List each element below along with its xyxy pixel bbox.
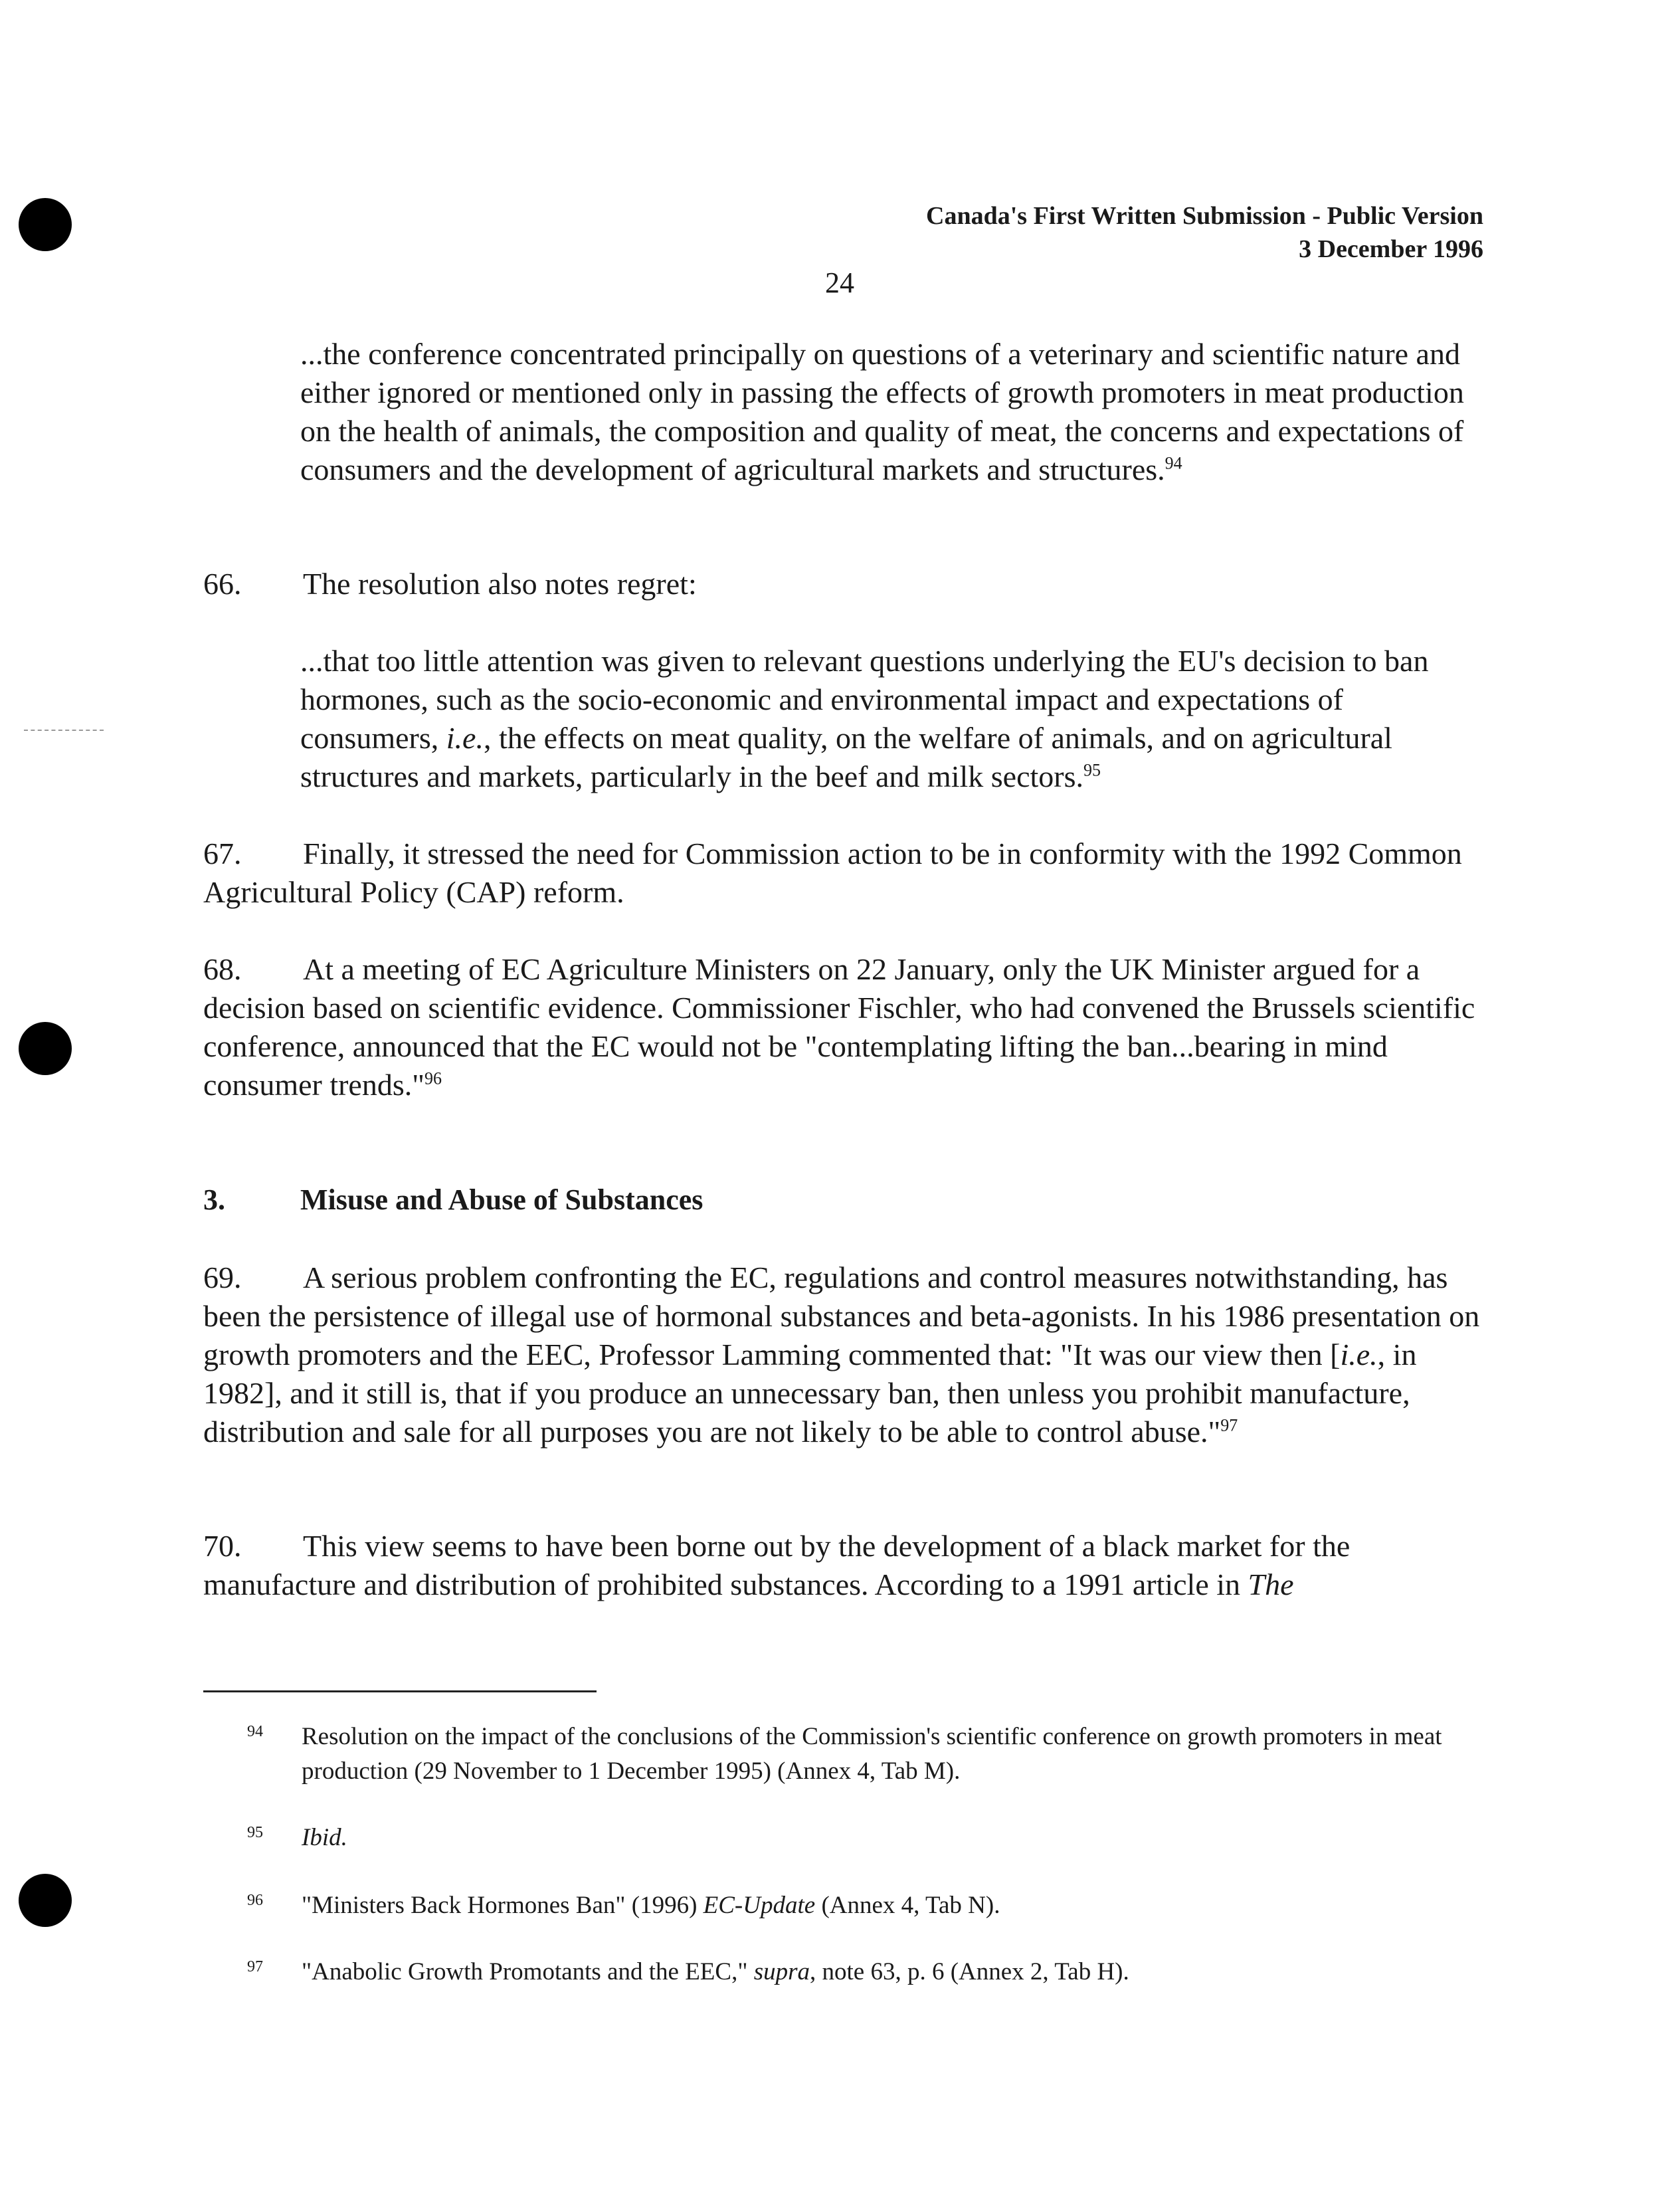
footnote-text-part2: (Annex 4, Tab N). [815,1892,1000,1919]
block-quote-1 [300,335,1469,489]
page-header [926,199,1483,266]
paragraph-number: 67. [203,837,242,870]
quote-2-text-part2: , the effects on meat quality, on the welfare of animals, and on agricultural structures and markets, particularly in the beef and milk sectors. [300,721,1392,793]
section-heading [203,1183,703,1217]
footnote-text [302,1888,1491,1923]
paragraph-68 [203,950,1485,1104]
footnote-text [302,1821,1491,1855]
paragraph-number: 70. [203,1529,242,1563]
section-title: Misuse and Abuse of Substances [300,1183,703,1216]
footnote-text [302,1955,1491,1989]
quote-2-text-part1: ...that too little attention was given to relevant questions underlying the EU's decision to ban hormones, such as the socio-economic and environmental impact and expectations of consumers, [300,644,1429,755]
footnote-number: 97 [247,1958,263,1975]
paragraph-70 [203,1527,1485,1604]
footnote-italic: EC-Update [703,1892,816,1919]
footnote-text-part2: , note 63, p. 6 (Annex 2, Tab H). [810,1958,1129,1985]
paragraph-69-italic: i.e. [1340,1338,1378,1371]
footnote-text: Resolution on the impact of the conclusions of the Commission's scientific conference on growth promoters in meat production (29 November to 1 December 1995) (Annex 4, Tab M). [302,1723,1442,1785]
footnote-ref-94[interactable]: 94 [1165,453,1182,473]
paragraph-69-text-part1: A serious problem confronting the EC, regulations and control measures notwithstanding, has been the persistence of illegal use of hormonal substances and beta-agonists. In his 1986 presentation on growth promoters and the EEC, Professor Lamming commented that: "It was our view then [ [203,1260,1480,1371]
punch-hole-top [19,198,72,251]
paragraph-number: 69. [203,1260,242,1294]
footnote-ref-95[interactable]: 95 [1083,760,1101,780]
section-number: 3. [203,1183,225,1216]
footnote-number: 96 [247,1892,263,1909]
paragraph-number: 66. [203,567,242,601]
punch-hole-middle [19,1022,72,1075]
paragraph-70-italic: The [1248,1567,1294,1601]
page-number: 24 [825,266,854,299]
paragraph-66 [203,565,1485,603]
footnote-ref-97[interactable]: 97 [1220,1415,1238,1435]
header-date: 3 December 1996 [1299,235,1483,263]
margin-mark [24,730,104,731]
footnote-text-part1: "Anabolic Growth Promotants and the EEC," [302,1958,754,1985]
paragraph-69 [203,1258,1485,1451]
paragraph-number: 68. [203,952,242,986]
footnote-italic: Ibid. [302,1824,347,1851]
footnote-number: 94 [247,1723,263,1740]
paragraph-70-text: This view seems to have been borne out by the development of a black market for the manufacture and distribution of prohibited substances. According to a 1991 article in [203,1529,1351,1601]
quote-1-text: ...the conference concentrated principally on questions of a veterinary and scientific nature and either ignored or mentioned only in passing the effects of growth promoters in meat production on the health of animals, the composition and quality of meat, the concerns and expectations of consumers and the development of agricultural markets and structures. [300,337,1464,486]
footnote-number: 95 [247,1824,263,1841]
paragraph-67 [203,835,1485,912]
footnote-text-part1: "Ministers Back Hormones Ban" (1996) [302,1892,703,1919]
block-quote-2 [300,642,1469,796]
footnote-italic: supra [753,1958,810,1985]
paragraph-69-text-part2: , in 1982], and it still is, that if you produce an unnecessary ban, then unless you prohibit manufacture, distribution and sale for all purposes you are not likely to be able to control abuse." [203,1338,1417,1449]
paragraph-67-text: Finally, it stressed the need for Commission action to be in conformity with the 1992 Common Agricultural Policy (CAP) reform. [203,837,1462,909]
header-title: Canada's First Written Submission - Public Version [926,202,1483,230]
paragraph-66-text: The resolution also notes regret: [303,567,697,601]
footnote-separator [203,1690,597,1692]
punch-hole-bottom [19,1874,72,1927]
quote-2-italic: i.e. [446,721,484,755]
footnote-ref-96[interactable]: 96 [424,1068,442,1088]
paragraph-68-text: At a meeting of EC Agriculture Ministers on 22 January, only the UK Minister argued for a decision based on scientific evidence. Commissioner Fischler, who had convened the Brussels scientific conference, announced that the EC would not be "contemplating lifting the ban...bearing in mind consumer trends." [203,952,1475,1102]
